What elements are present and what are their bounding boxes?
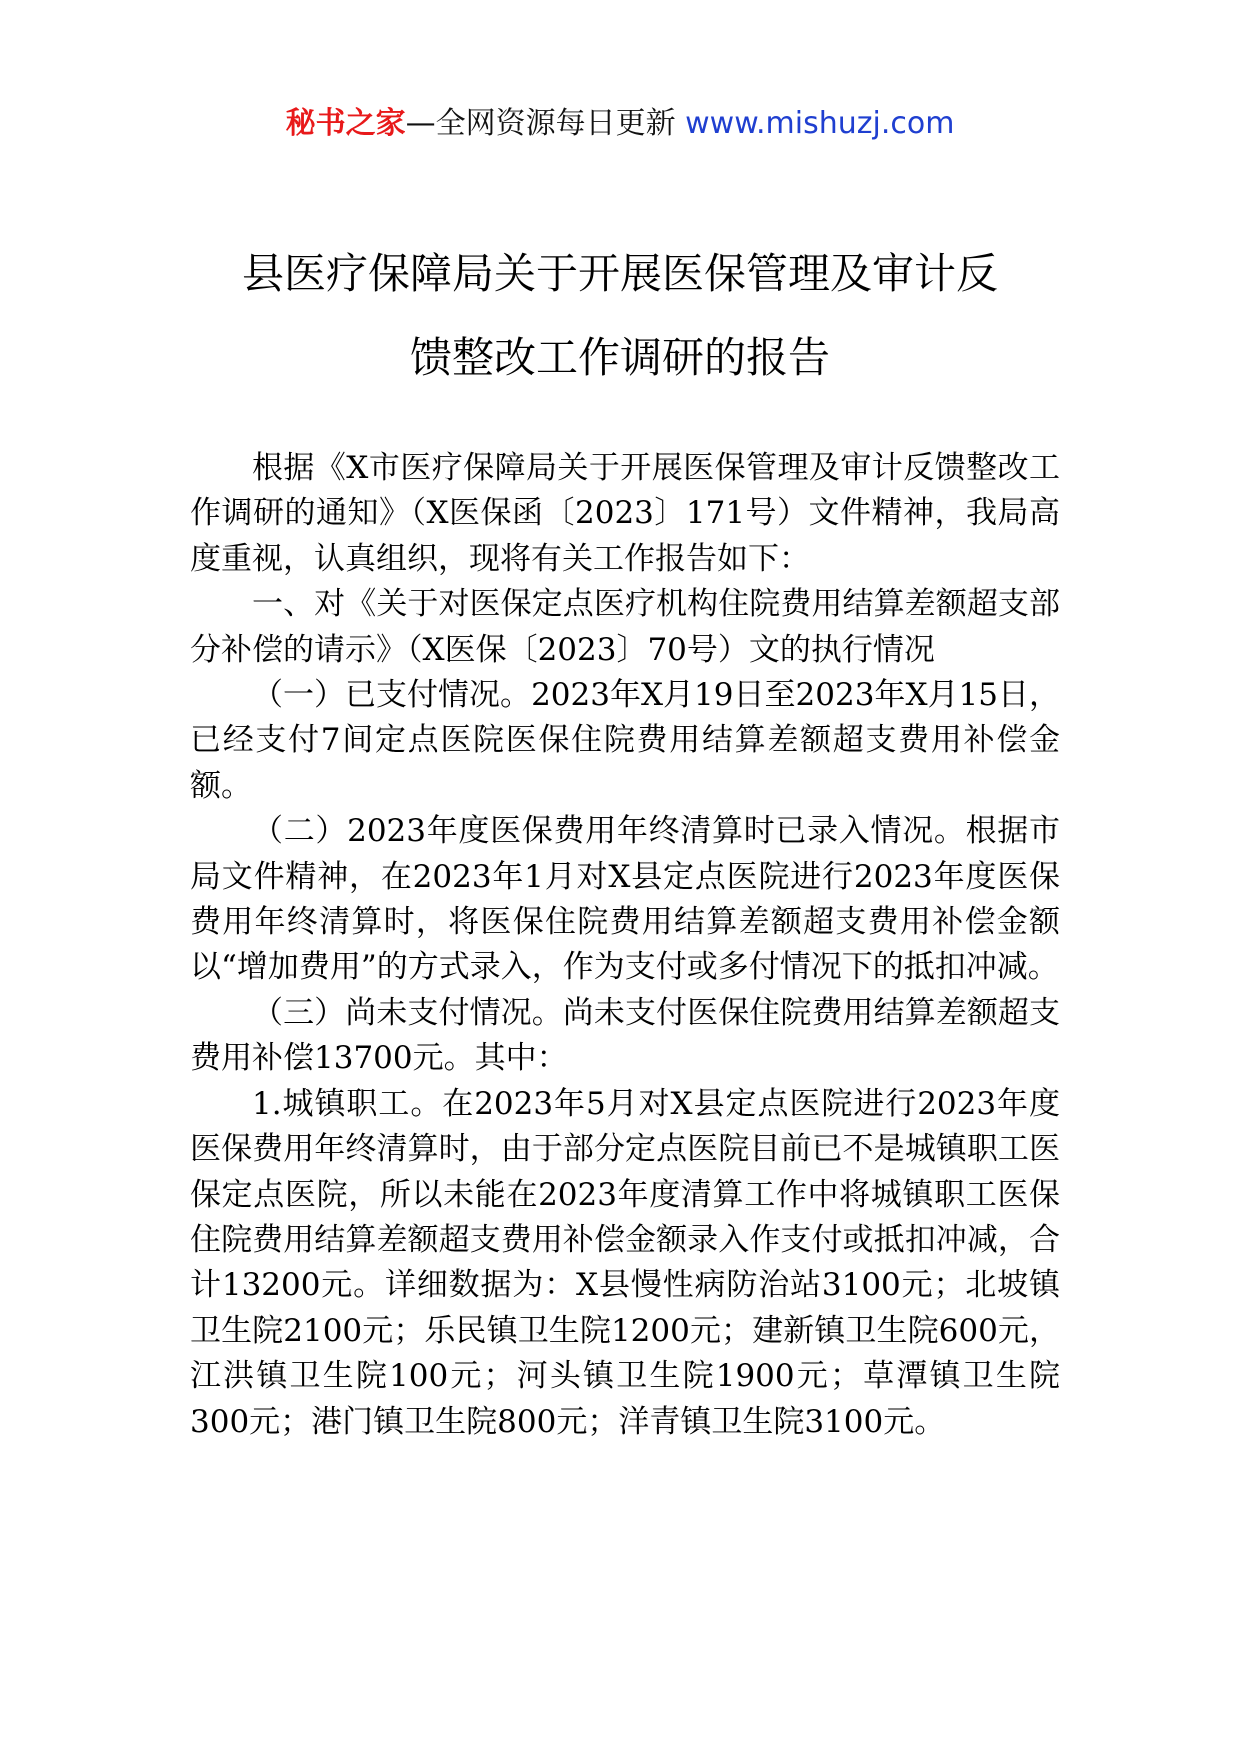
document-title-line-2: 馈整改工作调研的报告 [409,333,830,382]
document-title [150,232,1090,400]
paragraph-entered-status: （二）2023年度医保费用年终清算时已录入情况。根据市局文件精神，在2023年1月对X县定点医院进行2023年度医保费用年终清算时，将医保住院费用结算差额超支费用补偿金额以“增加费用”的方式录入，作为支付或多付情况下的抵扣冲减。 [190,813,1060,986]
site-header [0,102,1240,146]
site-brand: 秘书之家 [285,106,406,141]
section-heading-1: 一、对《关于对医保定点医疗机构住院费用结算差额超支部分补偿的请示》（X医保〔2023〕70号）文的执行情况 [190,586,1060,668]
intro-paragraph: 根据《X市医疗保障局关于开展医保管理及审计反馈整改工作调研的通知》（X医保函〔2023〕171号）文件精神，我局高度重视，认真组织，现将有关工作报告如下： [190,450,1060,577]
site-url-link[interactable]: www.mishuzj.com [685,106,955,141]
paragraph-unpaid-status: （三）尚未支付情况。尚未支付医保住院费用结算差额超支费用补偿13700元。其中： [190,994,1060,1077]
paragraph-paid-status: （一）已支付情况。2023年X月19日至2023年X月15日，已经支付7间定点医院医保住院费用结算差额超支费用补偿金额。 [190,677,1060,804]
document-title-line-1: 县医疗保障局关于开展医保管理及审计反 [241,249,998,298]
paragraph-urban-employees: 1.城镇职工。在2023年5月对X县定点医院进行2023年度医保费用年终清算时，由于部分定点医院目前已不是城镇职工医保定点医院，所以未能在2023年度清算工作中将城镇职工医保住院费用结算差额超支费用补偿金额录入作支付或抵扣冲减，合计13200元。详细数据为：X县慢性病防治站3100元；北坡镇卫生院2100元；乐民镇卫生院1200元；建新镇卫生院600元，江洪镇卫生院100元；河头镇卫生院1900元；草潭镇卫生院300元；港门镇卫生院800元；洋青镇卫生院3100元。 [190,1085,1060,1440]
site-tagline: —全网资源每日更新 [405,106,676,141]
document-body [190,446,1060,1445]
